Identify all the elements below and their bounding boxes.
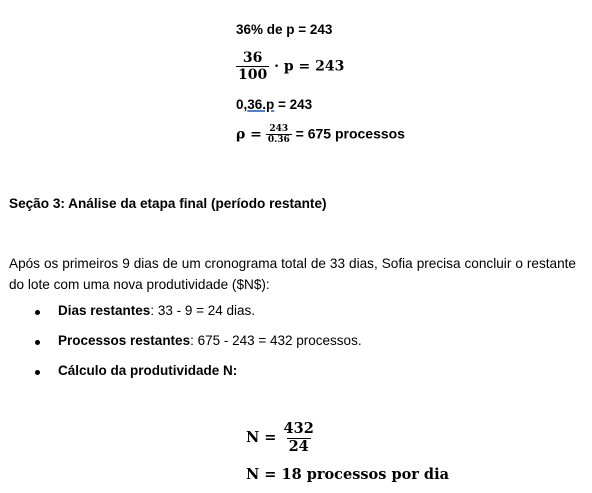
fraction-numerator: 36 — [242, 50, 263, 66]
fraction-denominator: 100 — [238, 67, 268, 84]
n-denominator: 24 — [288, 437, 309, 455]
bullet-dot-icon — [35, 310, 40, 315]
bullet-label: Dias restantes — [58, 303, 151, 318]
n-fraction — [282, 421, 316, 455]
rho-numerator: 243 — [269, 124, 289, 134]
rho-result: = 675 processos — [295, 125, 405, 142]
rho-denominator: 0.36 — [267, 135, 290, 146]
fraction-equation-rest: · p = 243 — [274, 58, 345, 75]
bullet-dot-icon — [35, 340, 40, 345]
final-fraction-line — [246, 421, 316, 455]
n-equals: N = — [246, 429, 277, 447]
calc-line-rho — [236, 124, 405, 146]
bullet-label: Processos restantes — [58, 333, 191, 348]
decimal-prefix: 0, — [236, 97, 248, 112]
bullet-text: : 33 - 9 = 24 dias. — [150, 303, 256, 318]
final-result-line: N = 18 processos por dia — [246, 466, 449, 483]
calc-line-percent: 36% de p = 243 — [236, 22, 333, 37]
calc-line-fraction — [236, 50, 344, 83]
bullet-label: Cálculo da produtividade N: — [58, 363, 238, 378]
fraction-36-over-100 — [236, 50, 269, 83]
calc-line-decimal — [236, 97, 312, 112]
bullet-item-processes — [58, 333, 362, 348]
rho-fraction — [266, 124, 292, 146]
section-heading: Seção 3: Análise da etapa final (período restante) — [9, 196, 327, 211]
decimal-underlined: 36.p — [247, 97, 275, 112]
intro-paragraph: Após os primeiros 9 dias de um cronograma total de 33 dias, Sofia precisa concluir o restante do lote com uma nova produtividade ($N$): — [9, 256, 576, 292]
rho-symbol: ρ = — [236, 126, 262, 143]
decimal-suffix: = 243 — [274, 97, 313, 112]
bullet-text: : 675 - 243 = 432 processos. — [190, 333, 362, 348]
n-numerator: 432 — [283, 420, 314, 437]
bullet-dot-icon — [35, 370, 40, 375]
bullet-item-days — [58, 303, 255, 318]
bullet-item-productivity — [58, 363, 237, 378]
